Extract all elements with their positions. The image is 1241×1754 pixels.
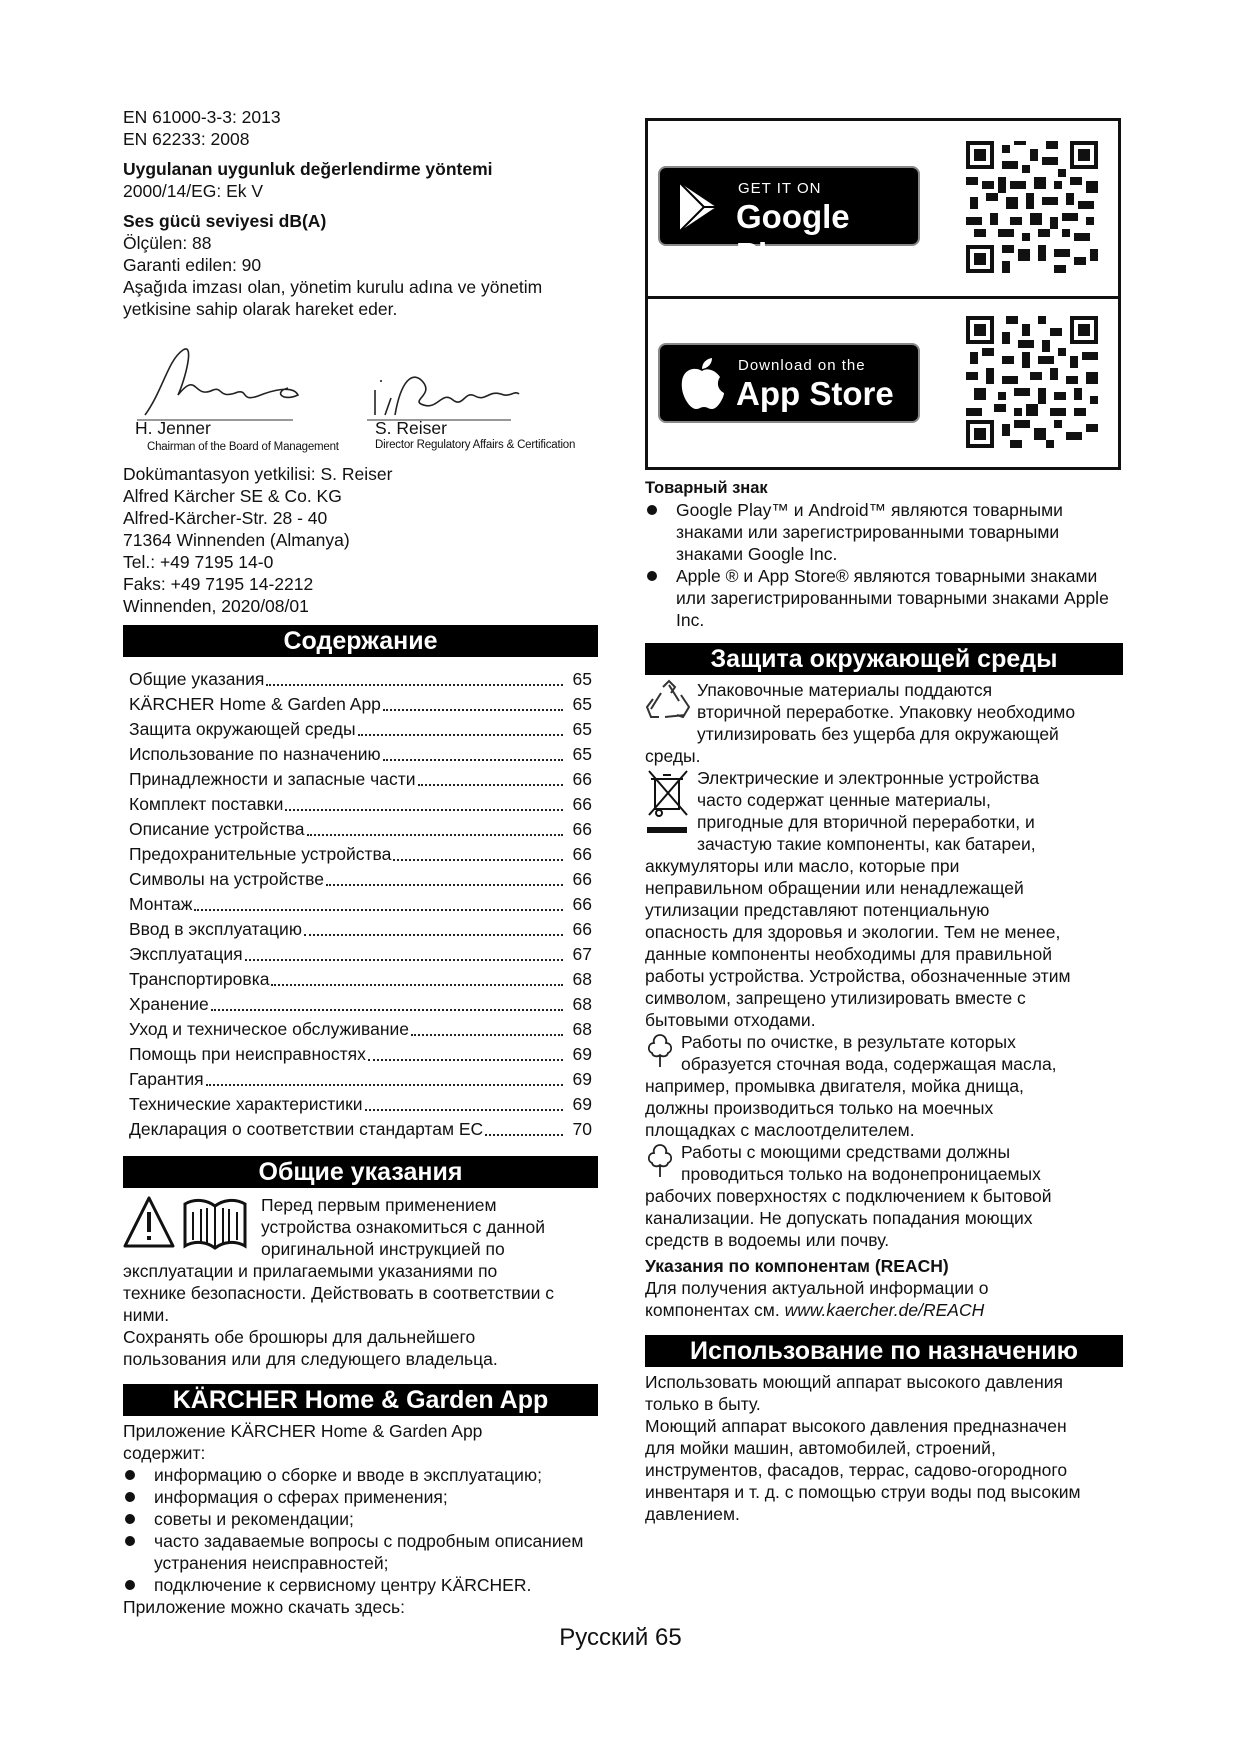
toc-entry[interactable]: Описание устройства 66 — [129, 819, 592, 839]
google-play-icon — [670, 177, 730, 237]
app-store-big-text: App Store — [736, 375, 894, 412]
toc-entry[interactable]: Технические характеристики 69 — [129, 1094, 592, 1114]
weee-text: зачастую такие компоненты, как батареи, — [697, 834, 1036, 854]
packaging-text: среды. — [645, 746, 701, 766]
signer-title: Director Regulatory Affairs & Certification — [375, 439, 576, 451]
packaging-text: Упаковочные материалы поддаются — [697, 680, 993, 700]
recycling-icon — [645, 679, 693, 723]
toc-entry[interactable]: Предохранительные устройства 66 — [129, 844, 592, 864]
left-column — [123, 106, 598, 1618]
general-text: пользования или для следующего владельца. — [123, 1349, 498, 1369]
conformity-value: 2000/14/EG: Ek V — [123, 181, 264, 201]
list-item: подключение к сервисному центру KÄRCHER. — [123, 1574, 598, 1596]
general-text: эксплуатации и прилагаемыми указаниями по — [123, 1261, 498, 1281]
toc-title: Содержание — [123, 625, 598, 657]
reach-text: Для получения актуальной информации о — [645, 1278, 989, 1298]
toc-entry[interactable]: KÄRCHER Home & Garden App 65 — [129, 694, 592, 714]
general-text: оригинальной инструкцией по — [261, 1239, 505, 1259]
address-line: Faks: +49 7195 14-2212 — [123, 574, 314, 594]
address-line: Alfred Kärcher SE & Co. KG — [123, 486, 342, 506]
signer-name: H. Jenner — [135, 418, 211, 438]
weee-text: аккумуляторы или масло, которые при — [645, 856, 960, 876]
address-line: Alfred-Kärcher-Str. 28 - 40 — [123, 508, 328, 528]
address-line: 71364 Winnenden (Almanya) — [123, 530, 350, 550]
google-play-badge[interactable] — [658, 166, 920, 273]
detergent-text: средств в водоемы или почву. — [645, 1230, 890, 1250]
general-text: Сохранять обе брошюры для дальнейшего — [123, 1327, 476, 1347]
general-text: ними. — [123, 1305, 170, 1325]
weee-text: неправильном обращении или ненадлежащей — [645, 878, 1024, 898]
app-features-list — [123, 1464, 598, 1596]
detergent-block — [645, 1141, 1123, 1185]
signer-name: S. Reiser — [375, 418, 447, 438]
app-title: KÄRCHER Home & Garden App — [123, 1384, 598, 1416]
weee-text: работы устройства. Устройства, обозначенные этим — [645, 966, 1071, 986]
address-line: Winnenden, 2020/08/01 — [123, 596, 309, 616]
sound-guaranteed: Garanti edilen: 90 — [123, 255, 262, 275]
toc-entry[interactable]: Уход и техническое обслуживание 68 — [129, 1019, 592, 1039]
oil-text: Работы по очистке, в результате которых — [681, 1032, 1016, 1052]
use-text: для мойки машин, автомобилей, строений, — [645, 1438, 996, 1458]
apple-icon — [674, 353, 730, 413]
weee-text: утилизации представляют потенциальную — [645, 900, 990, 920]
general-text: Перед первым применением — [261, 1195, 497, 1215]
google-play-small-text: GET IT ON — [738, 180, 822, 197]
footer-language: Русский — [559, 1624, 649, 1651]
detergent-text: проводиться только на водонепроницаемых — [681, 1164, 1041, 1184]
oil-text: например, промывка двигателя, мойка днища, — [645, 1076, 1024, 1096]
use-text: инвентаря и т. д. с помощью струи воды под высоким — [645, 1482, 1081, 1502]
use-title: Использование по назначению — [645, 1335, 1123, 1367]
use-text: только в быту. — [645, 1394, 761, 1414]
sound-heading: Ses gücü seviyesi dB(A) — [123, 211, 327, 231]
environment-tree-icon — [645, 1141, 675, 1181]
app-store-box — [645, 118, 1121, 470]
toc-entry[interactable]: Помощь при неисправностях 69 — [129, 1044, 592, 1064]
list-item: советы и рекомендации; — [123, 1508, 598, 1530]
page-footer — [0, 1624, 1241, 1652]
toc-entry[interactable]: Гарантия 69 — [129, 1069, 592, 1089]
conformity-heading: Uygulanan uygunluk değerlendirme yöntemi — [123, 159, 493, 179]
oil-text: образуется сточная вода, содержащая масла, — [681, 1054, 1057, 1074]
weee-bin-icon — [645, 767, 691, 855]
signatory-note: Aşağıda imzası olan, yönetim kurulu adına ve yönetim — [123, 277, 543, 297]
toc-entry[interactable]: Использование по назначению 65 — [129, 744, 592, 764]
environment-tree-icon — [645, 1031, 675, 1071]
address-line: Dokümantasyon yetkilisi: S. Reiser — [123, 464, 393, 484]
weee-text: опасность для здоровья и экологии. Тем не менее, — [645, 922, 1061, 942]
general-text: технике безопасности. Действовать в соответствии с — [123, 1283, 555, 1303]
toc-entry[interactable]: Ввод в эксплуатацию 66 — [129, 919, 592, 939]
google-play-qr-code[interactable] — [966, 141, 1098, 273]
use-text: инструментов, фасадов, террас, садово-огородного — [645, 1460, 1068, 1480]
toc-entry[interactable]: Символы на устройстве 66 — [129, 869, 592, 889]
packaging-block — [645, 679, 1123, 745]
detergent-text: канализации. Не допускать попадания моющих — [645, 1208, 1033, 1228]
reach-heading: Указания по компонентам (REACH) — [645, 1256, 949, 1276]
app-store-row — [648, 298, 1118, 471]
toc-entry[interactable]: Общие указания 65 — [129, 669, 592, 689]
trademark-list — [645, 499, 1123, 631]
toc-entry[interactable]: Защита окружающей среды 65 — [129, 719, 592, 739]
use-text: Моющий аппарат высокого давления предназначен — [645, 1416, 1067, 1436]
toc-entry[interactable]: Эксплуатация 67 — [129, 944, 592, 964]
list-item: информацию о сборке и вводе в эксплуатацию; — [123, 1464, 598, 1486]
list-item: часто задаваемые вопросы с подробным описанием устранения неисправностей; — [123, 1530, 598, 1574]
weee-text: пригодные для вторичной переработки, и — [697, 812, 1035, 832]
general-title: Общие указания — [123, 1156, 598, 1188]
detergent-text: Работы с моющими средствами должны — [681, 1142, 1011, 1162]
trademark-heading: Товарный знак — [645, 479, 768, 497]
signature-block — [123, 320, 598, 455]
right-column — [645, 477, 1123, 1525]
signer-title: Chairman of the Board of Management — [147, 441, 339, 453]
footer-page-number: 65 — [655, 1624, 682, 1651]
packaging-text: утилизировать без ущерба для окружающей — [697, 724, 1059, 744]
weee-text: символом, запрещено утилизировать вместе с — [645, 988, 1026, 1008]
reach-text: компонентах см. www.kaercher.de/REACH — [645, 1300, 985, 1320]
oil-text: должны производиться только на моечных — [645, 1098, 994, 1118]
weee-text: Электрические и электронные устройства — [697, 768, 1040, 788]
google-play-big-text: Google Play — [736, 198, 850, 273]
toc-entry[interactable]: Транспортировка 68 — [129, 969, 592, 989]
list-item: Google Play™ и Android™ являются товарными знаками или зарегистрированными товарными знаками Google Inc. — [645, 499, 1123, 565]
toc-entry[interactable]: Декларация о соответствии стандартам ЕС 70 — [129, 1119, 592, 1139]
address-line: Tel.: +49 7195 14-0 — [123, 552, 274, 572]
general-text: устройства ознакомиться с данной — [261, 1217, 545, 1237]
weee-block — [645, 767, 1123, 855]
use-text: давлением. — [645, 1504, 740, 1524]
standard-line: EN 62233: 2008 — [123, 129, 250, 149]
detergent-text: рабочих поверхностях с подключением к бытовой — [645, 1186, 1052, 1206]
list-item: информация о сферах применения; — [123, 1486, 598, 1508]
packaging-text: вторичной переработке. Упаковку необходимо — [697, 702, 1076, 722]
weee-text: часто содержат ценные материалы, — [697, 790, 991, 810]
toc-entry[interactable]: Монтаж 66 — [129, 894, 592, 914]
sound-measured: Ölçülen: 88 — [123, 233, 212, 253]
env-title: Защита окружающей среды — [645, 643, 1123, 675]
reiser-signature — [375, 377, 519, 415]
app-store-qr-code[interactable] — [966, 316, 1098, 448]
app-outro: Приложение можно скачать здесь: — [123, 1597, 405, 1617]
warning-manual-icon — [123, 1194, 251, 1252]
app-intro: Приложение KÄRCHER Home & Garden App — [123, 1421, 483, 1441]
table-of-contents — [123, 667, 598, 1142]
oil-text: площадках с маслоотделителем. — [645, 1120, 915, 1140]
jenner-signature — [145, 349, 298, 415]
standard-line: EN 61000-3-3: 2013 — [123, 107, 281, 127]
toc-entry[interactable]: Комплект поставки 66 — [129, 794, 592, 814]
general-intro — [123, 1194, 598, 1260]
app-store-badge[interactable] — [658, 343, 920, 423]
app-intro: содержит: — [123, 1443, 206, 1463]
app-store-small-text: Download on the — [738, 357, 866, 374]
weee-text: данные компоненты необходимы для правильной — [645, 944, 1052, 964]
toc-entry[interactable]: Принадлежности и запасные части 66 — [129, 769, 592, 789]
signatory-note: yetkisine sahip olarak hareket eder. — [123, 299, 398, 319]
oil-block — [645, 1031, 1123, 1075]
reach-link[interactable]: www.kaercher.de/REACH — [784, 1300, 985, 1320]
weee-text: бытовыми отходами. — [645, 1010, 816, 1030]
google-play-row — [648, 121, 1118, 294]
list-item: Apple ® и App Store® являются товарными знаками или зарегистрированными товарными знаками Apple Inc. — [645, 565, 1123, 631]
toc-entry[interactable]: Хранение 68 — [129, 994, 592, 1014]
use-text: Использовать моющий аппарат высокого давления — [645, 1372, 1063, 1392]
